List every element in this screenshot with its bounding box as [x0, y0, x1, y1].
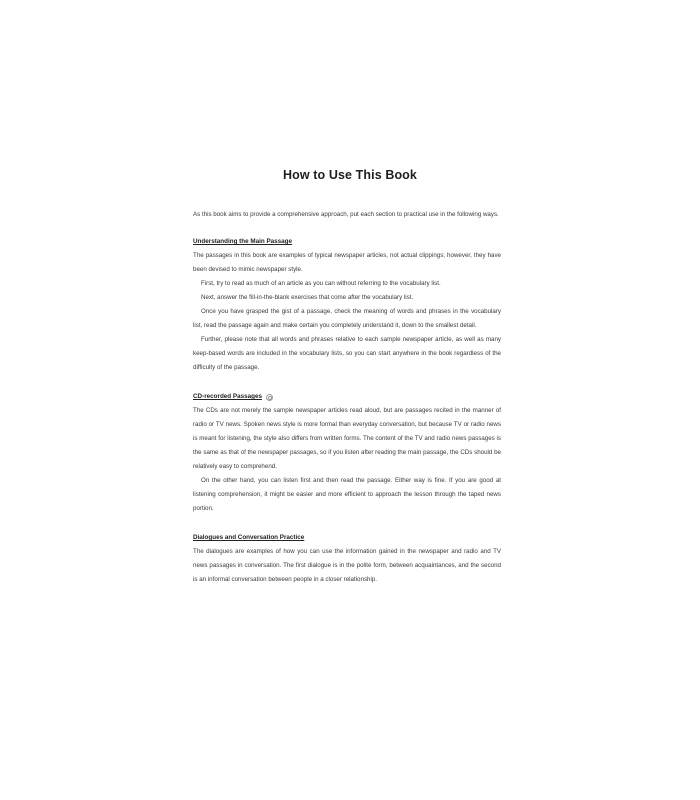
section-dialogues — [193, 531, 501, 587]
paragraph: The CDs are not merely the sample newspaper articles read aloud, but are passages recited in the manner of radio or TV news. Spoken news style is more formal than everyday conversation, but because TV or radio news is meant for listening, the style also differs from written forms. The content of the TV and radio news passages is the same as that of the newspaper passages, so if you listen after reading the main passage, the CDs should be relatively easy to comprehend. — [193, 407, 501, 470]
paragraph: On the other hand, you can listen first and then read the passage. Either way is fine. If you are good at listening comprehension, it might be easier and more efficient to approach the lesson through the taped news portion. — [193, 477, 501, 512]
section-heading-text: Understanding the Main Passage — [193, 238, 293, 245]
section-cd-passages — [193, 390, 501, 516]
section-heading-text: Dialogues and Conversation Practice — [193, 534, 305, 541]
page-body — [193, 208, 501, 587]
paragraph: The dialogues are examples of how you can use the information gained in the newspaper and radio and TV news passages in conversation. The first dialogue is in the polite form, between acquaintances, and the second is an informal conversation between people in a closer relationship. — [193, 548, 501, 583]
paragraph: Next, answer the fill-in-the-blank exercises that come after the vocabulary list. — [201, 294, 414, 301]
paragraph: The passages in this book are examples of typical newspaper articles, not actual clippings; however, they have been devised to mimic newspaper style. — [193, 252, 501, 273]
page-title: How to Use This Book — [283, 168, 417, 182]
section-main-passage — [193, 235, 501, 375]
paragraph: Once you have grasped the gist of a passage, check the meaning of words and phrases in the vocabulary list, read the passage again and make certain you completely understand it, down to the smallest detail. — [193, 308, 501, 329]
cd-icon — [266, 394, 273, 401]
section-heading-text: CD-recorded Passages — [193, 393, 262, 400]
section-heading — [193, 531, 501, 545]
section-heading — [193, 235, 501, 249]
intro-paragraph: As this book aims to provide a comprehensive approach, put each section to practical use in the following ways. — [193, 211, 499, 218]
section-heading — [193, 390, 501, 404]
paragraph: First, try to read as much of an article as you can without referring to the vocabulary list. — [201, 280, 441, 287]
paragraph: Further, please note that all words and phrases relative to each sample newspaper article, as well as many keep-based words are included in the vocabulary lists, so you can start anywhere in the book regardless of the difficulty of the passage. — [193, 336, 501, 371]
